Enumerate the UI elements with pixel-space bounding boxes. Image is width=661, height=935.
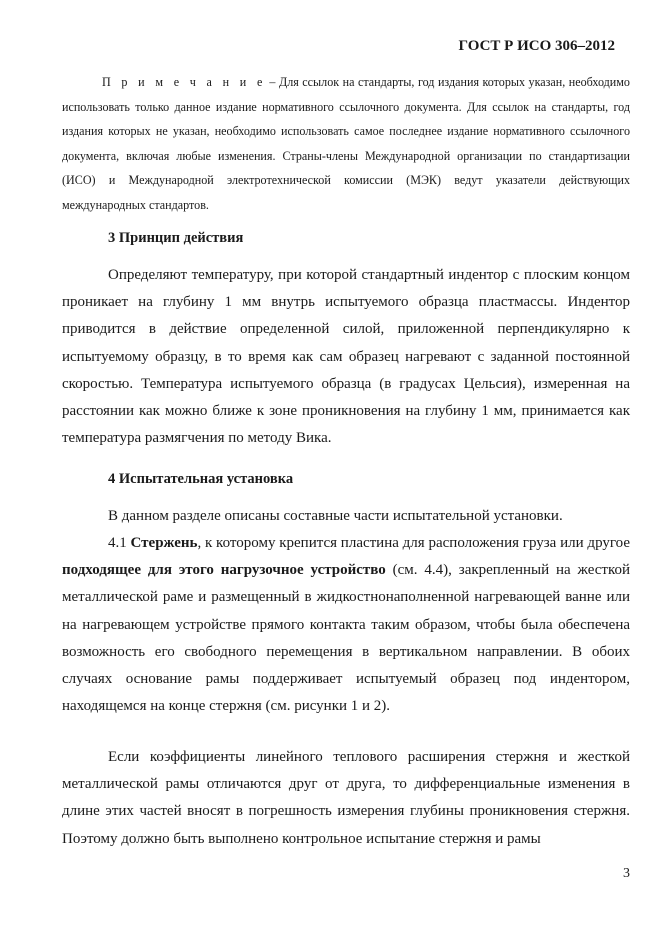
- thermal-expansion-text: Если коэффициенты линейного теплового расширения стержня и жесткой металлической рамы отличаются друг от друга, то дифференциальные изменения в длине этих частей вносят в погрешность измерения глубины проникновения стержня. Поэтому должно быть выполнено контрольное испытание стержня и рамы: [62, 749, 630, 847]
- note-text: – Для ссылок на стандарты, год издания которых указан, необходимо использовать только данное издание нормативного ссылочного документа. Для ссылок на стандарты, год издания которых не указан, необходимо использовать самое последнее издание нормативного ссылочного документа, включая любые изменения. Страны-члены Международной организации по стандартизации (ИСО) и Международной электротехнической комиссии (МЭК) ведут указатели действующих международных стандартов.: [62, 75, 630, 212]
- clause-text-2: (см. 4.4), закрепленный на жесткой металлической раме и размещенный в жидкостнонаполненной нагревающей ванне или на нагревающем устройстве прямого контакта таким образом, чтобы была обеспечена возможность его свободного перемещения в вертикальном направлении. В обоих случаях основание рамы поддерживает испытуемый образец под индентором, находящемся на конце стержня (см. рисунки 1 и 2).: [62, 562, 630, 715]
- term-rod: Стержень: [130, 535, 198, 551]
- page-number: 3: [623, 866, 630, 881]
- note-paragraph: [62, 70, 630, 217]
- section-3-paragraph: [62, 262, 630, 452]
- clause-text-1: , к которому крепится пластина для расположения груза или другое: [197, 535, 630, 551]
- thermal-expansion-paragraph: [62, 744, 630, 853]
- note-label: П р и м е ч а н и е: [102, 75, 266, 89]
- section-4-intro: [62, 503, 630, 530]
- section-4-heading: 4 Испытательная установка: [108, 471, 294, 487]
- section-3-heading: 3 Принцип действия: [108, 230, 244, 246]
- term-loading-device: подходящее для этого нагрузочное устройство: [62, 562, 386, 579]
- section-3-text: Определяют температуру, при которой стандартный индентор с плоским концом проникает на глубину 1 мм внутрь испытуемого образца пластмассы. Индентор приводится в действие определенной силой, приложенной перпендикулярно к испытуемому образцу, в то время как сам образец нагревают с заданной постоянной скоростью. Температура испытуемого образца (в градусах Цельсия), измеренная на расстоянии как можно ближе к зоне проникновения на глубину 1 мм, принимается как температура размягчения по методу Вика.: [62, 267, 630, 447]
- standard-header: ГОСТ Р ИСО 306–2012: [458, 38, 615, 54]
- clause-number: 4.1: [108, 535, 131, 551]
- clause-4-1: [62, 530, 630, 720]
- section-4-intro-text: В данном разделе описаны составные части испытательной установки.: [108, 508, 563, 524]
